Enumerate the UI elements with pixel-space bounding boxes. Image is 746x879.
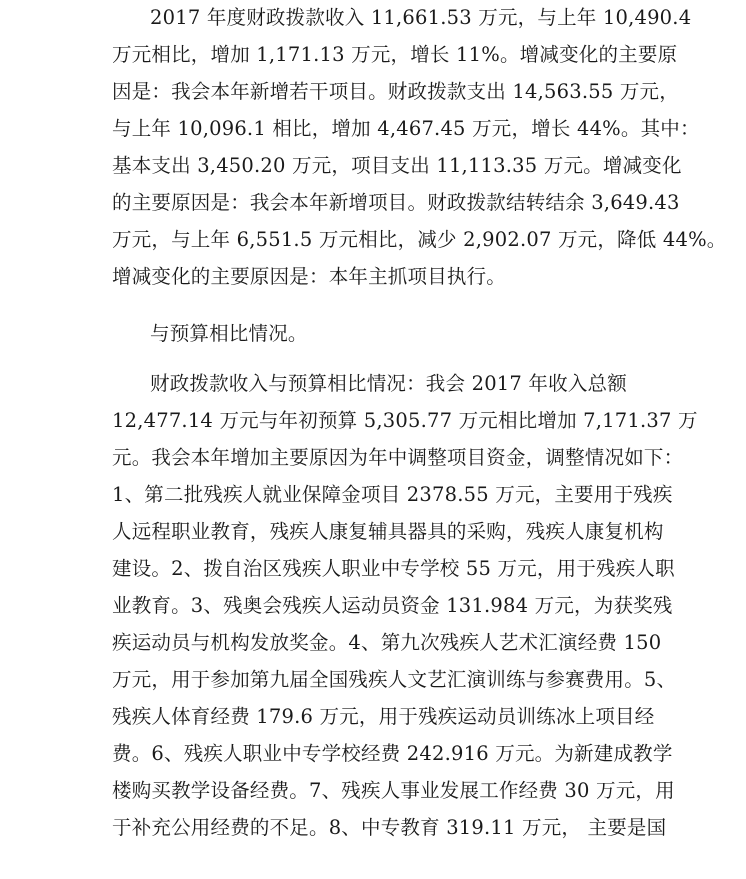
paragraph-line: 业教育。3、残奥会残疾人运动员资金 131.984 万元，为获奖残 <box>112 594 673 617</box>
paragraph-line: 因是：我会本年新增若干项目。财政拨款支出 14,563.55 万元， <box>112 80 679 103</box>
paragraph-line: 万元相比，增加 1,171.13 万元，增长 11%。增减变化的主要原 <box>112 43 678 66</box>
paragraph-line: 的主要原因是：我会本年新增项目。财政拨款结转结余 3,649.43 <box>112 191 680 214</box>
paragraph-line: 疾运动员与机构发放奖金。4、第九次残疾人艺术汇演经费 150 <box>112 631 662 654</box>
paragraph-line: 1、第二批残疾人就业保障金项目 2378.55 万元，主要用于残疾 <box>112 483 673 506</box>
paragraph-line: 于补充公用经费的不足。8、中专教育 319.11 万元， 主要是国 <box>112 816 667 839</box>
paragraph-line: 万元，用于参加第九届全国残疾人文艺汇演训练与参赛费用。5、 <box>112 668 677 691</box>
paragraph-line: 12,477.14 万元与年初预算 5,305.77 万元相比增加 7,171.37 万 <box>112 409 698 432</box>
paragraph-line: 建设。2、拨自治区残疾人职业中专学校 55 万元，用于残疾人职 <box>112 557 675 580</box>
paragraph-line: 2017 年度财政拨款收入 11,661.53 万元，与上年 10,490.4 <box>150 6 692 29</box>
paragraph-line: 财政拨款收入与预算相比情况：我会 2017 年收入总额 <box>150 372 627 395</box>
paragraph-line: 人远程职业教育，残疾人康复辅具器具的采购，残疾人康复机构 <box>112 520 664 543</box>
paragraph-line: 楼购买教学设备经费。7、残疾人事业发展工作经费 30 万元，用 <box>112 779 675 802</box>
section-heading: 与预算相比情况。 <box>150 322 308 345</box>
paragraph-line: 残疾人体育经费 179.6 万元，用于残疾运动员训练冰上项目经 <box>112 705 655 728</box>
paragraph-line: 与上年 10,096.1 相比，增加 4,467.45 万元，增长 44%。其中： <box>112 117 700 140</box>
paragraph-line: 费。6、残疾人职业中专学校经费 242.916 万元。为新建成教学 <box>112 742 673 765</box>
paragraph-line: 基本支出 3,450.20 万元，项目支出 11,113.35 万元。增减变化 <box>112 154 682 177</box>
paragraph-line: 增减变化的主要原因是：本年主抓项目执行。 <box>112 265 507 288</box>
paragraph-line: 万元，与上年 6,551.5 万元相比，减少 2,902.07 万元，降低 44%。 <box>112 228 727 251</box>
paragraph-line: 元。我会本年增加主要原因为年中调整项目资金，调整情况如下： <box>112 446 684 469</box>
